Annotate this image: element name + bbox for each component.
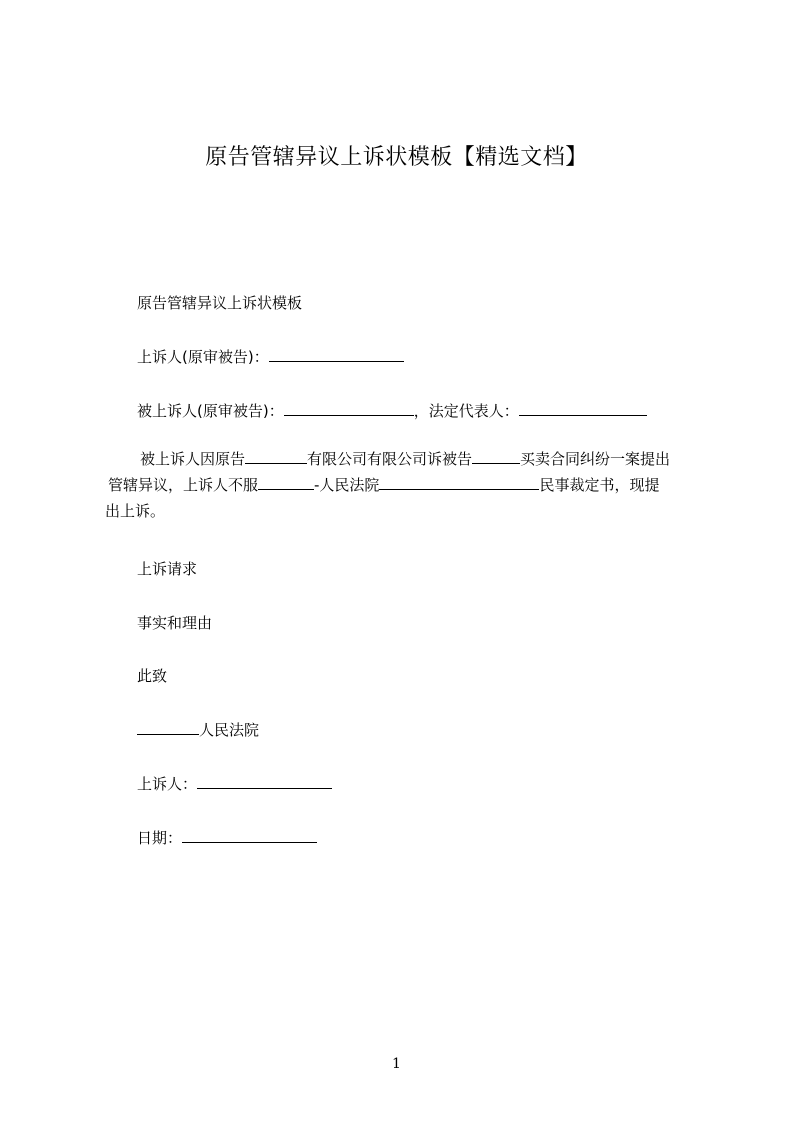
date-blank[interactable] — [182, 829, 317, 843]
facts-reasons-heading: 事实和理由 — [137, 614, 213, 632]
body-text-7: 出上诉。 — [105, 502, 166, 520]
court-line — [137, 719, 259, 740]
appellant-blank[interactable] — [269, 348, 404, 362]
body-text-6: 民事裁定书，现提 — [539, 476, 660, 494]
signature-line — [137, 773, 332, 794]
date-line — [137, 827, 317, 848]
signature-blank[interactable] — [197, 775, 332, 789]
body-line-1 — [105, 446, 705, 472]
signature-label: 上诉人： — [137, 775, 198, 793]
appellant-line — [137, 346, 404, 367]
appeal-request-heading: 上诉请求 — [137, 560, 198, 578]
court-name-blank[interactable] — [137, 721, 199, 735]
legal-rep-label: ，法定代表人： — [413, 402, 519, 420]
body-paragraph — [105, 446, 705, 524]
date-label: 日期： — [137, 829, 183, 847]
appellant-label: 上诉人(原审被告)： — [137, 348, 269, 366]
body-text-1: 被上诉人因原告 — [140, 450, 246, 468]
legal-rep-blank[interactable] — [519, 402, 647, 416]
appellee-line — [137, 400, 647, 421]
ruling-blank[interactable] — [379, 476, 539, 490]
body-text-3: 买卖合同纠纷一案提出 — [520, 450, 671, 468]
body-line-2 — [105, 472, 705, 498]
body-text-5: -人民法院 — [314, 476, 380, 494]
page-number: 1 — [392, 1056, 401, 1072]
appellee-label: 被上诉人(原审被告)： — [137, 402, 284, 420]
salutation: 此致 — [137, 667, 168, 685]
subtitle: 原告管辖异议上诉状模板 — [137, 294, 303, 312]
body-line-3 — [105, 498, 705, 524]
body-text-4: 管辖异议，上诉人不服 — [108, 476, 259, 494]
court-blank[interactable] — [258, 476, 314, 490]
document-title: 原告管辖异议上诉状模板【精选文档】 — [205, 145, 588, 170]
court-suffix: 人民法院 — [199, 721, 260, 739]
body-text-2: 有限公司有限公司诉被告 — [307, 450, 473, 468]
appellee-blank[interactable] — [284, 402, 414, 416]
defendant-blank[interactable] — [472, 450, 520, 464]
plaintiff-blank[interactable] — [245, 450, 307, 464]
